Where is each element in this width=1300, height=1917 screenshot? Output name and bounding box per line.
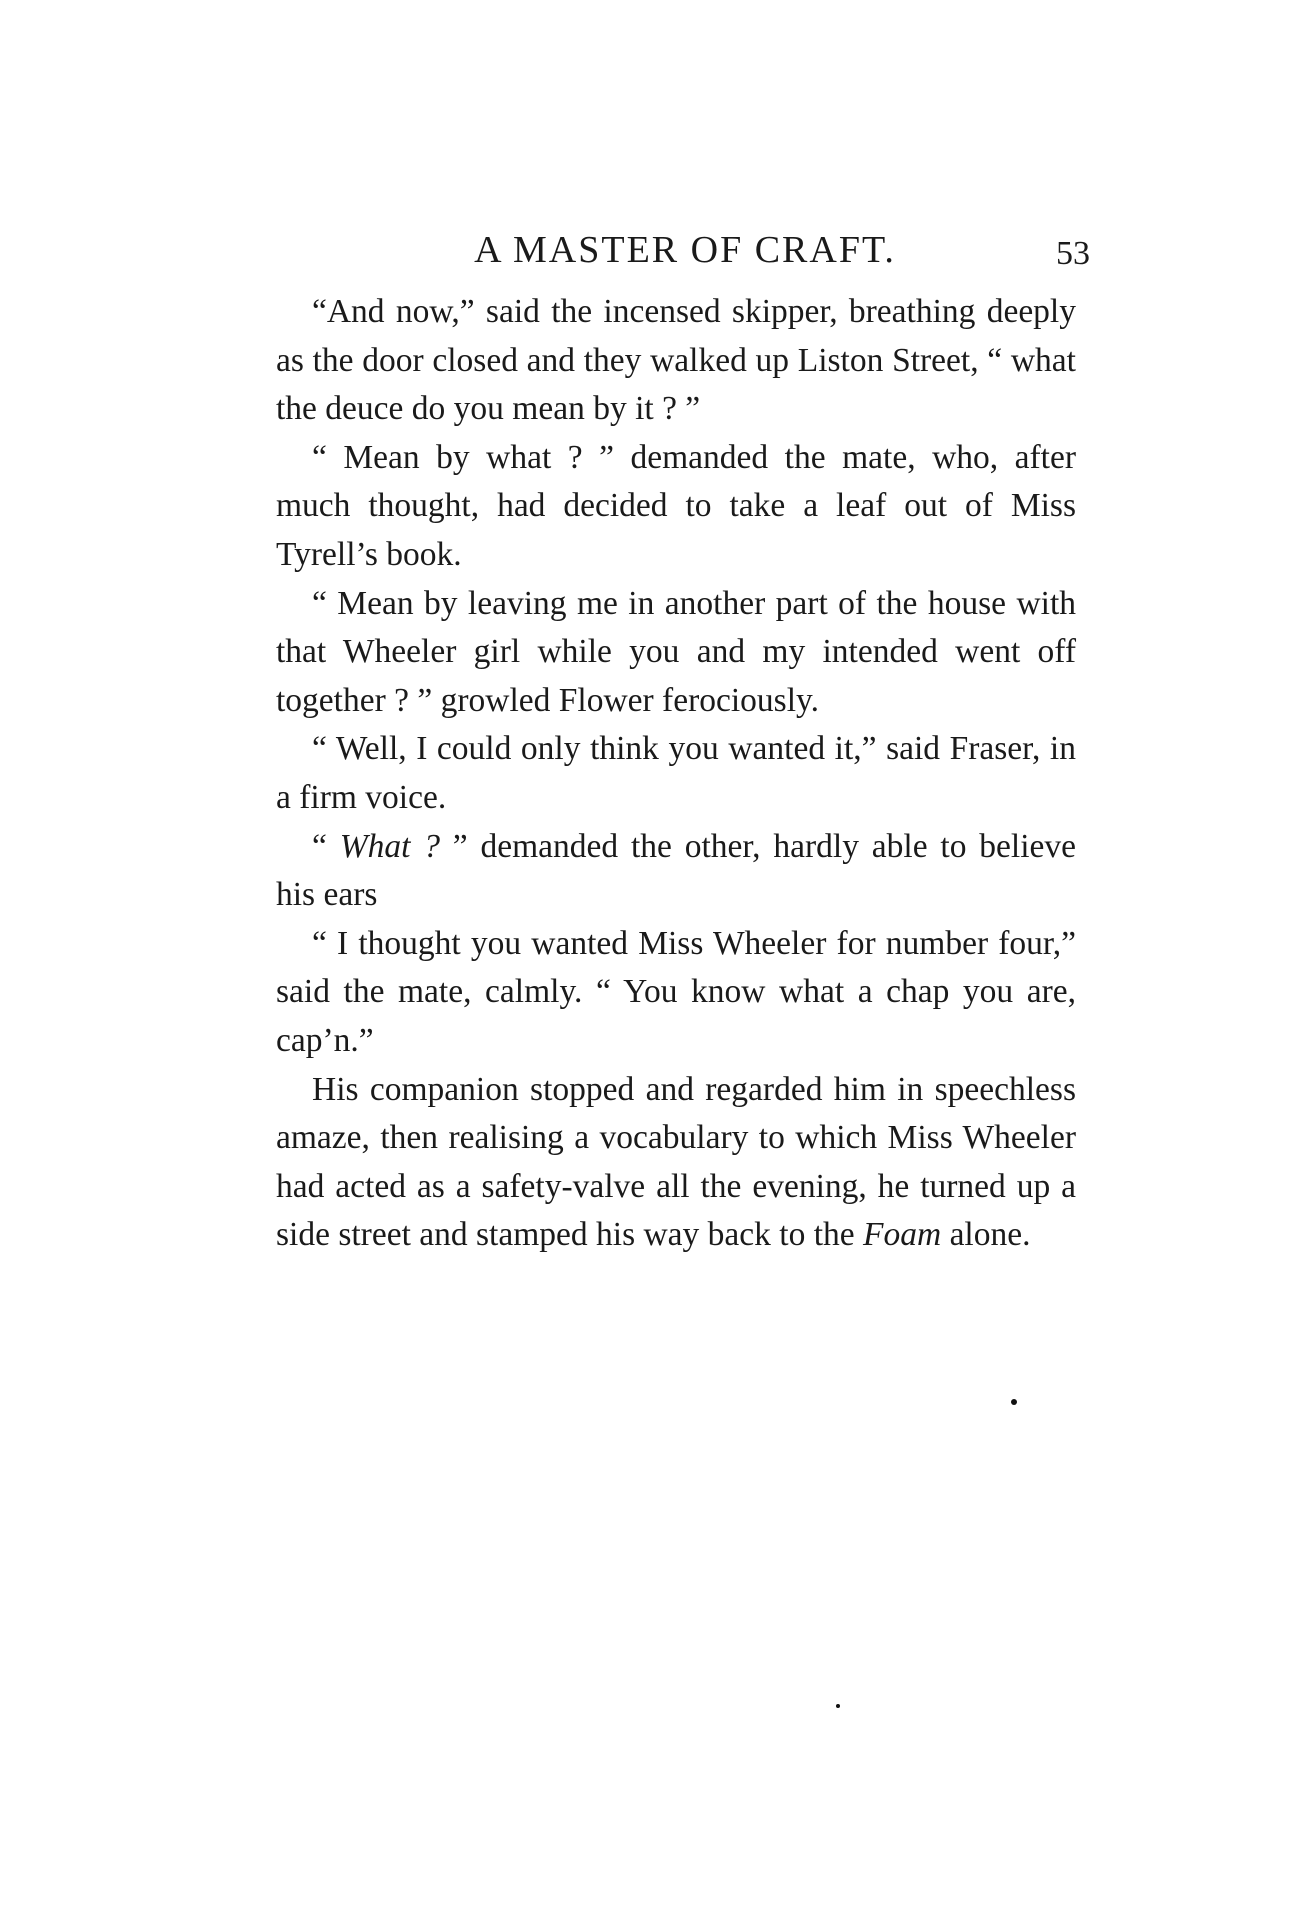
running-head — [280, 225, 1090, 275]
emphasis-what: What ? — [339, 827, 440, 865]
paragraph-5 — [276, 823, 1076, 920]
paragraph-7-tail: alone. — [941, 1216, 1031, 1254]
open-quote: “ — [312, 827, 340, 865]
ship-name: Foam — [863, 1216, 942, 1254]
paragraph-6: “ I thought you wanted Miss Wheeler for number four,” said the mate, calmly. “ You know what a chap you are, cap’n.” — [276, 924, 1076, 1059]
paragraph-7 — [276, 1066, 1076, 1260]
paragraph-7-middle: the evening, he turned up a side street and stamped his way back to the — [276, 1167, 1077, 1254]
paragraph-2: “ Mean by what ? ” demanded the mate, who, after much thought, had decided to take a leaf out of Miss Tyrell’s book. — [276, 438, 1076, 573]
running-title: A MASTER OF CRAFT. — [474, 229, 896, 271]
paragraph-7-lead: His companion stopped and regarded him in speechless amaze, then realising a vocabulary to which Miss Wheeler had acted as a safety-valve all — [276, 1070, 1076, 1205]
ink-dot-mark — [1011, 1399, 1017, 1405]
paragraph-1: “And now,” said the incensed skipper, breathing deeply as the door closed and they walked up Liston Street, “ what the deuce do you mean by it ? ” — [276, 293, 1076, 428]
paragraph-5-rest: ” demanded the other, hardly able to — [439, 827, 980, 865]
paragraph-5-end: believe his ears — [276, 827, 1076, 914]
body-text — [276, 288, 1076, 1260]
page-number: 53 — [1056, 235, 1090, 272]
ink-dot-mark — [836, 1704, 840, 1708]
paragraph-4: “ Well, I could only think you wanted it,” said Fraser, in a firm voice. — [276, 730, 1076, 816]
paragraph-3: “ Mean by leaving me in another part of the house with that Wheeler girl while you and my intended went off together ? ” growled Flower ferociously. — [276, 584, 1076, 719]
